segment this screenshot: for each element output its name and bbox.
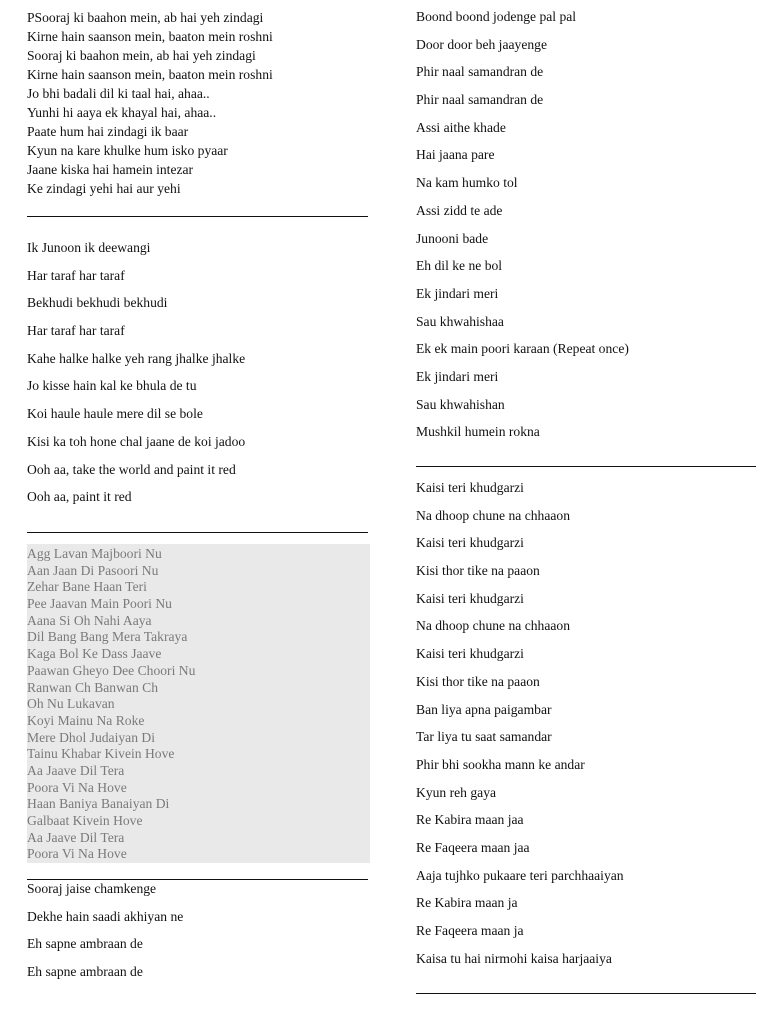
- lyric-line: Kaga Bol Ke Dass Jaave: [27, 646, 162, 662]
- lyric-line: Na kam humko tol: [416, 175, 518, 191]
- right-block-1: [416, 3, 758, 446]
- lyric-line: Door door beh jaayenge: [416, 36, 547, 52]
- lyric-line: Kaisi teri khudgarzi: [416, 535, 524, 551]
- lyric-line: Dil Bang Bang Mera Takraya: [27, 629, 188, 645]
- lyric-line: Ke zindagi yehi hai aur yehi: [27, 181, 181, 196]
- lyric-line: Yunhi hi aaya ek khayal hai, ahaa..: [27, 105, 217, 120]
- lyric-line: Dekhe hain saadi akhiyan ne: [27, 908, 184, 924]
- right-block-2: [416, 474, 758, 972]
- lyric-line: Koyi Mainu Na Roke: [27, 712, 145, 728]
- lyric-line: Eh sapne ambraan de: [27, 964, 143, 980]
- lyric-line: Haan Baniya Banaiyan Di: [27, 796, 170, 812]
- lyric-line: Kyun na kare khulke hum isko pyaar: [27, 143, 228, 158]
- lyric-line: Kaisi teri khudgarzi: [416, 646, 524, 662]
- lyric-line: Poora Vi Na Hove: [27, 846, 127, 862]
- lyric-line: Re Faqeera maan jaa: [416, 839, 530, 855]
- lyric-line: PSooraj ki baahon mein, ab hai yeh zindagi: [27, 10, 264, 25]
- lyric-line: Har taraf har taraf: [27, 267, 125, 283]
- lyric-line: Sau khwahishan: [416, 396, 505, 412]
- lyric-line: Re Faqeera maan ja: [416, 923, 524, 938]
- lyric-line: Na dhoop chune na chhaaon: [416, 507, 571, 523]
- lyric-line: Tar liya tu saat samandar: [416, 729, 552, 745]
- lyric-line: Junooni bade: [416, 230, 489, 246]
- lyric-line: Kisi thor tike na paaon: [416, 563, 540, 579]
- lyric-line: Na dhoop chune na chhaaon: [416, 618, 571, 634]
- lyric-line: Phir naal samandran de: [416, 64, 544, 80]
- lyric-line: Paate hum hai zindagi ik baar: [27, 124, 189, 139]
- lyric-line: Ek ek main poori karaan (Repeat once): [416, 341, 629, 357]
- lyric-line: Oh Nu Lukavan: [27, 696, 115, 712]
- lyric-line: Agg Lavan Majboori Nu: [27, 546, 162, 561]
- lyric-line: Sooraj jaise chamkenge: [27, 881, 157, 896]
- lyric-line: Aa Jaave Dil Tera: [27, 762, 125, 778]
- lyric-line: Ranwan Ch Banwan Ch: [27, 679, 159, 695]
- lyric-line: Ooh aa, take the world and paint it red: [27, 461, 236, 477]
- lyric-line: Kaisi teri khudgarzi: [416, 480, 524, 495]
- lyric-line: Aana Si Oh Nahi Aaya: [27, 612, 152, 628]
- lyric-line: Ban liya apna paigambar: [416, 701, 552, 717]
- lyric-line: Mushkil humein rokna: [416, 424, 540, 440]
- lyric-line: Jo kisse hain kal ke bhula de tu: [27, 378, 197, 394]
- lyric-line: Ooh aa, paint it red: [27, 489, 132, 505]
- lyric-line: Re Kabira maan jaa: [416, 812, 524, 828]
- lyric-line: Har taraf har taraf: [27, 323, 125, 339]
- lyric-line: Ik Junoon ik deewangi: [27, 240, 151, 255]
- lyric-line: Assi zidd te ade: [416, 202, 503, 218]
- lyric-line: Boond boond jodenge pal pal: [416, 9, 577, 24]
- lyric-line: Kisi ka toh hone chal jaane de koi jadoo: [27, 433, 246, 449]
- lyric-line: Jaane kiska hai hamein intezar: [27, 162, 194, 177]
- lyric-line: Koi haule haule mere dil se bole: [27, 406, 203, 422]
- lyric-line: Kaisi teri khudgarzi: [416, 590, 524, 606]
- lyric-line: Kaisa tu hai nirmohi kaisa harjaaiya: [416, 950, 612, 966]
- lyric-line: Re Kabira maan ja: [416, 895, 518, 911]
- lyric-line: Ek jindari meri: [416, 368, 499, 384]
- lyric-line: Aan Jaan Di Pasoori Nu: [27, 562, 159, 578]
- lyric-line: Bekhudi bekhudi bekhudi: [27, 295, 168, 311]
- divider: [27, 532, 368, 533]
- left-block-4: [27, 875, 369, 986]
- highlighted-lyrics-block: [27, 544, 370, 863]
- lyric-line: Sooraj ki baahon mein, ab hai yeh zindagi: [27, 48, 256, 63]
- lyric-line: Ek jindari meri: [416, 285, 499, 301]
- lyric-line: Kirne hain saanson mein, baaton mein roshni: [27, 67, 273, 82]
- lyric-line: Mere Dhol Judaiyan Di: [27, 729, 155, 745]
- divider: [416, 993, 756, 994]
- divider: [416, 466, 756, 467]
- lyric-line: Hai jaana pare: [416, 147, 495, 163]
- lyric-line: Eh dil ke ne bol: [416, 258, 503, 274]
- lyric-line: Aaja tujhko pukaare teri parchhaaiyan: [416, 867, 624, 883]
- lyric-line: Pee Jaavan Main Poori Nu: [27, 596, 172, 612]
- lyric-line: Kirne hain saanson mein, baaton mein roshni: [27, 29, 273, 44]
- lyric-line: Sau khwahishaa: [416, 313, 504, 329]
- lyric-line: Eh sapne ambraan de: [27, 936, 143, 952]
- lyric-line: Assi aithe khade: [416, 119, 506, 135]
- left-block-2: [27, 234, 369, 511]
- lyric-line: Kyun reh gaya: [416, 784, 497, 800]
- lyric-line: Zehar Bane Haan Teri: [27, 579, 147, 595]
- lyric-line: Jo bhi badali dil ki taal hai, ahaa..: [27, 86, 210, 101]
- lyric-line: Kisi thor tike na paaon: [416, 673, 540, 689]
- divider: [27, 216, 368, 217]
- lyric-line: Tainu Khabar Kivein Hove: [27, 746, 175, 762]
- lyric-line: Paawan Gheyo Dee Choori Nu: [27, 662, 196, 678]
- lyric-line: Galbaat Kivein Hove: [27, 813, 143, 828]
- lyric-line: Phir naal samandran de: [416, 92, 544, 108]
- lyric-line: Kahe halke halke yeh rang jhalke jhalke: [27, 350, 246, 366]
- left-block-1: [27, 8, 369, 198]
- lyric-line: Aa Jaave Dil Tera: [27, 829, 125, 845]
- lyric-line: Phir bhi sookha mann ke andar: [416, 756, 585, 772]
- lyric-line: Poora Vi Na Hove: [27, 779, 127, 795]
